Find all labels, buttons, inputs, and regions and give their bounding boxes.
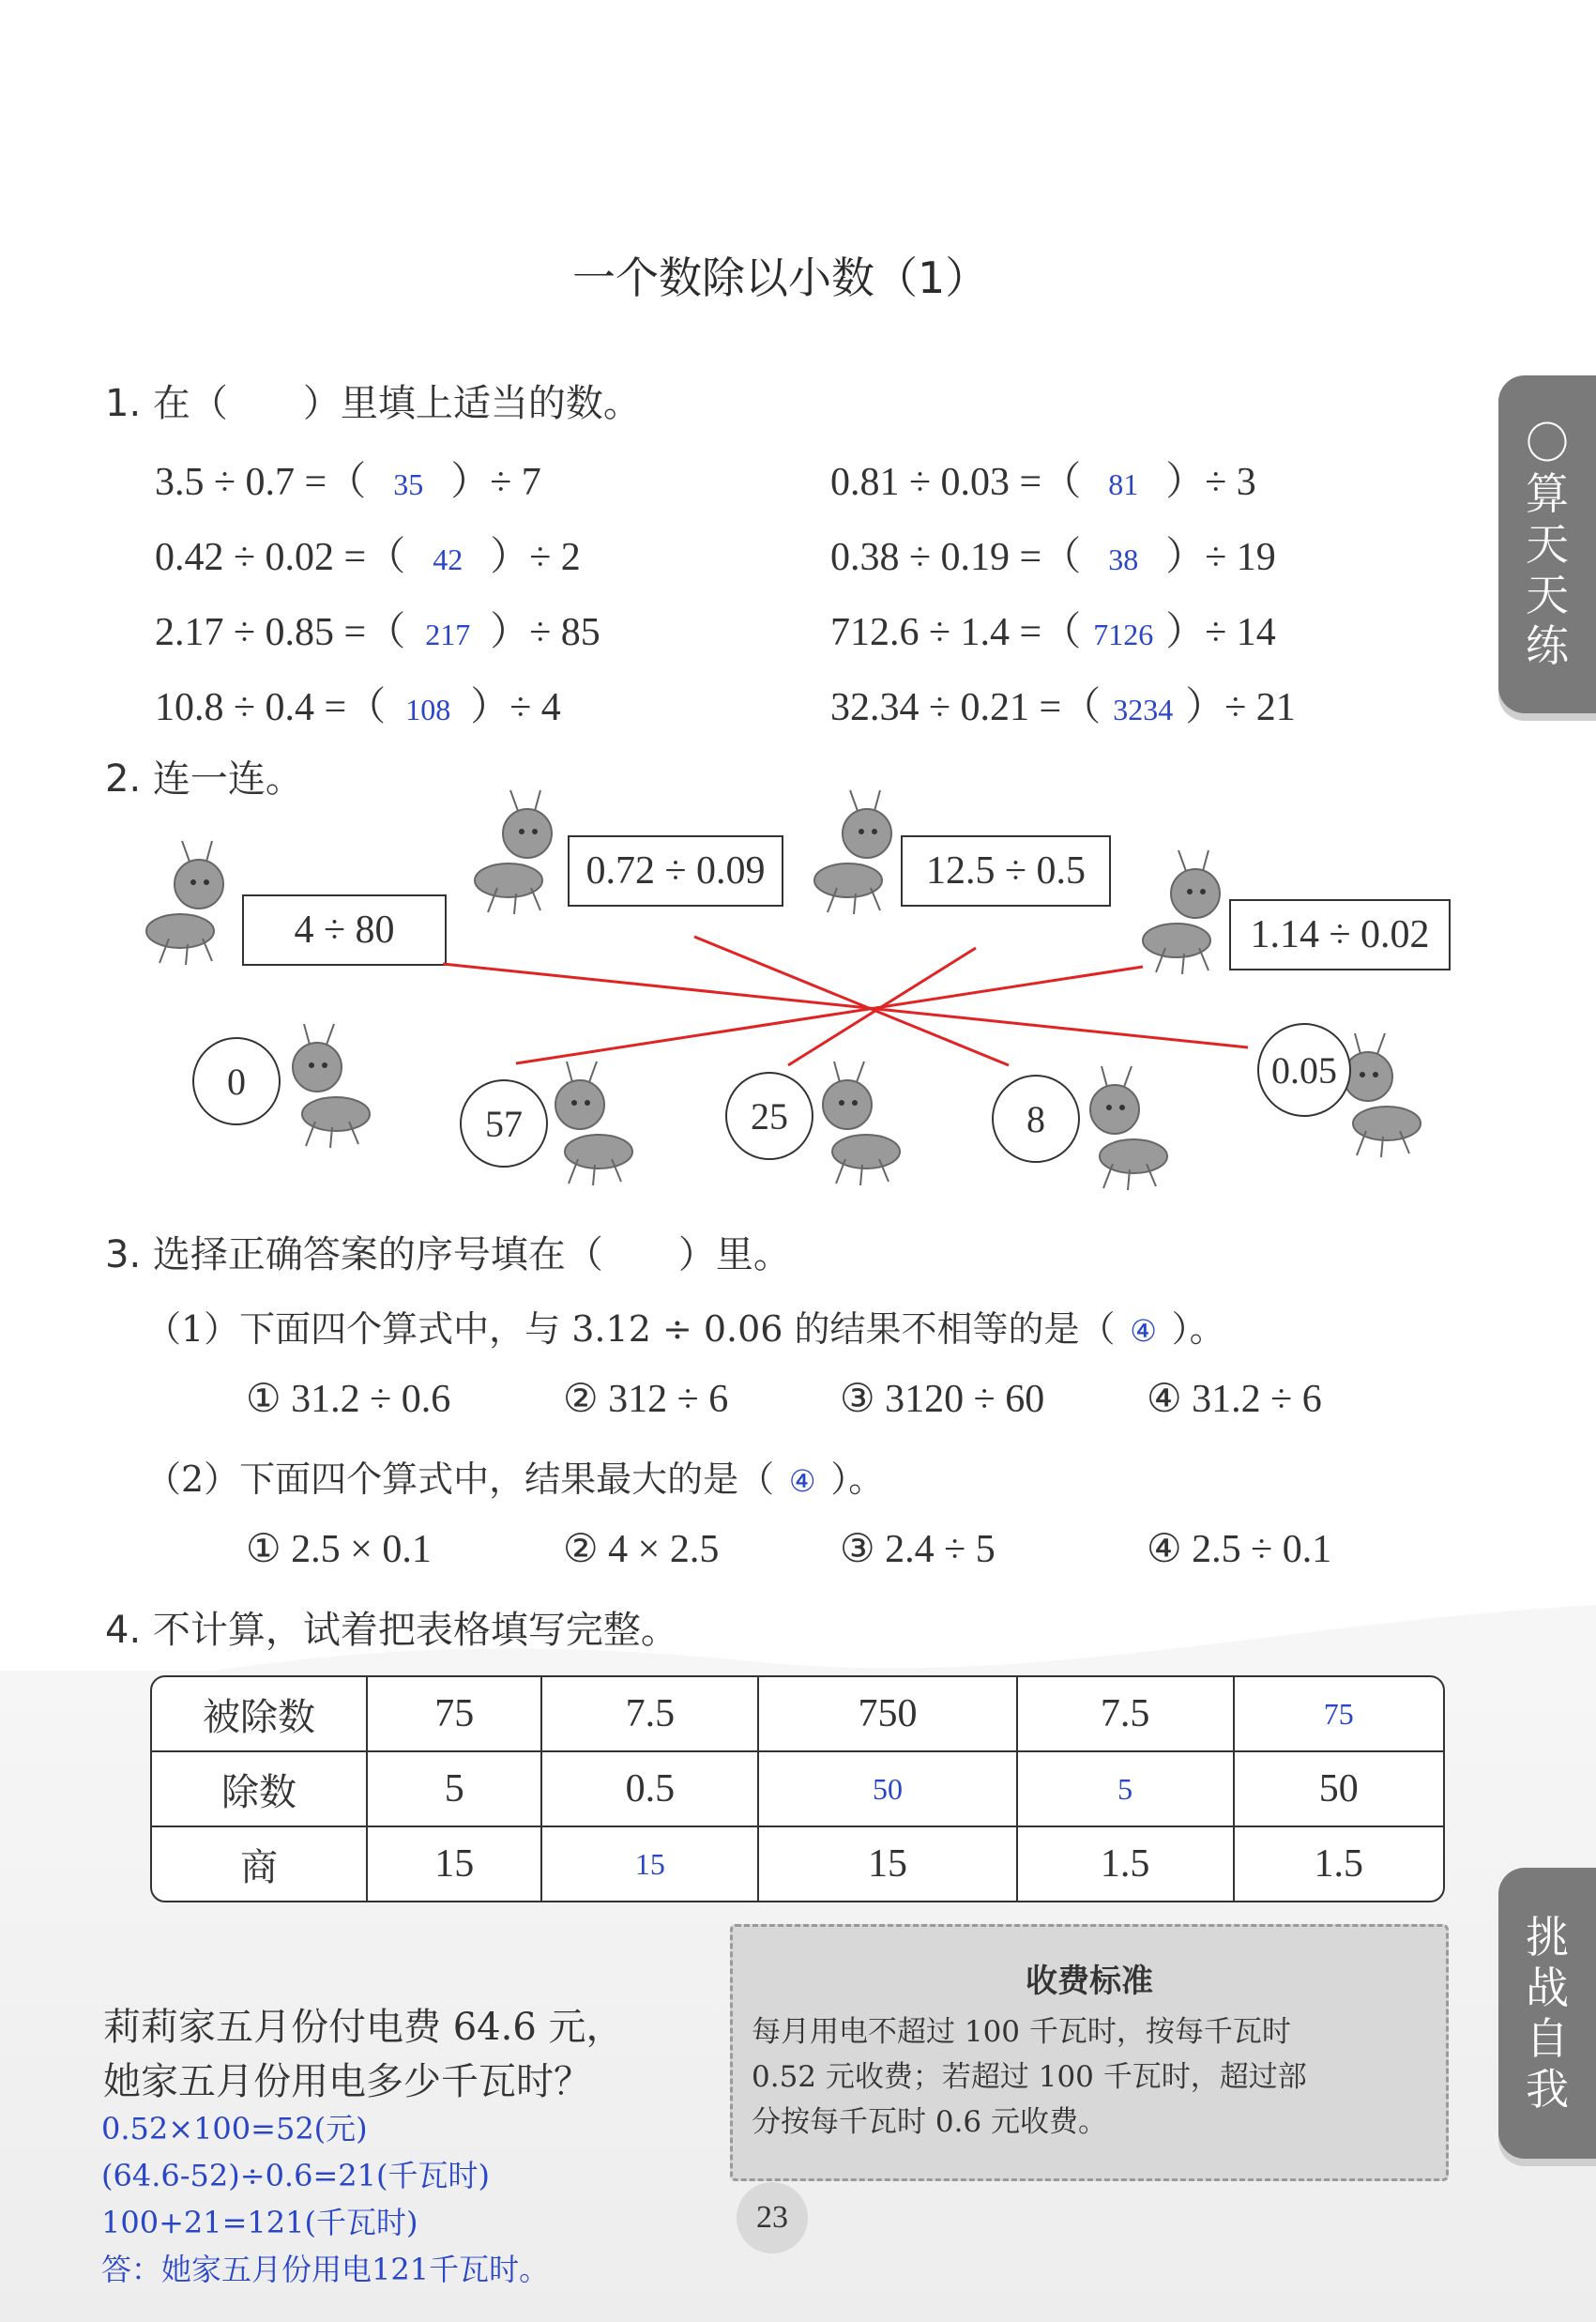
q1-heading: 1. 在（ ）里填上适当的数。 bbox=[105, 382, 641, 425]
q3-p2-option-2: ② 4 × 2.5 bbox=[563, 1528, 720, 1571]
q4-heading: 4. 不计算，试着把表格填写完整。 bbox=[105, 1609, 678, 1652]
eq-answer: 42 bbox=[433, 542, 464, 576]
side-tab-char: 我 bbox=[1526, 2064, 1569, 2115]
row-label-quotient: 商 bbox=[152, 1827, 368, 1901]
side-tab-char: 〇 bbox=[1526, 418, 1569, 468]
row-label-dividend: 被除数 bbox=[152, 1677, 368, 1752]
eq-left: 2.17 ÷ 0.85 =（ bbox=[155, 611, 406, 654]
side-tab-char: 天 bbox=[1526, 570, 1569, 620]
challenge-problem-line-2: 她家五月份用电多少千瓦时？ bbox=[103, 2060, 591, 2103]
eq-answer: 7126 bbox=[1093, 618, 1154, 651]
table-cell-answer: 5 bbox=[1018, 1752, 1235, 1827]
solution-line-1: 0.52×100=52(元) bbox=[101, 2111, 368, 2146]
eq-right: ）÷ 2 bbox=[490, 536, 581, 579]
eq-left: 712.6 ÷ 1.4 =（ bbox=[830, 611, 1082, 654]
eq-answer: 38 bbox=[1108, 542, 1139, 576]
result-circle-005: 0.05 bbox=[1257, 1023, 1351, 1117]
eq-answer: 217 bbox=[425, 618, 471, 651]
eq-left: 0.81 ÷ 0.03 =（ bbox=[830, 461, 1082, 504]
expression-box-4: 1.14 ÷ 0.02 bbox=[1229, 899, 1451, 970]
fee-line-2: 0.52 元收费；若超过 100 千瓦时，超过部 bbox=[752, 2060, 1307, 2094]
eq-right: ）÷ 85 bbox=[490, 611, 600, 654]
table-cell: 15 bbox=[368, 1827, 542, 1901]
q3-p1-option-4: ④ 31.2 ÷ 6 bbox=[1147, 1378, 1322, 1421]
result-circle-8: 8 bbox=[992, 1075, 1080, 1163]
side-tab-char: 练 bbox=[1526, 620, 1569, 671]
q3-p2-option-4: ④ 2.5 ÷ 0.1 bbox=[1147, 1528, 1332, 1571]
eq-left: 3.5 ÷ 0.7 =（ bbox=[155, 461, 367, 504]
eq-right: ）÷ 21 bbox=[1185, 686, 1296, 729]
result-circle-25: 25 bbox=[725, 1072, 813, 1160]
q3-part2-end: ）。 bbox=[830, 1459, 885, 1500]
table-cell: 7.5 bbox=[1018, 1677, 1235, 1752]
table-cell-answer: 50 bbox=[759, 1752, 1017, 1827]
q3-p1-option-2: ② 312 ÷ 6 bbox=[563, 1378, 729, 1421]
side-tab-char: 天 bbox=[1526, 519, 1569, 570]
q3-part1-text: （1）下面四个算式中，与 3.12 ÷ 0.06 的结果不相等的是（ bbox=[145, 1308, 1116, 1350]
q3-part2 bbox=[145, 1450, 884, 1502]
q3-part2-text: （2）下面四个算式中，结果最大的是（ bbox=[145, 1459, 775, 1500]
q3-heading: 3. 选择正确答案的序号填在（ ）里。 bbox=[105, 1233, 791, 1276]
match-line bbox=[443, 964, 1248, 1047]
result-circle-57: 57 bbox=[460, 1079, 548, 1168]
page-number: 23 bbox=[737, 2182, 808, 2253]
table-cell: 50 bbox=[1235, 1752, 1443, 1827]
eq-answer: 35 bbox=[393, 467, 424, 501]
fee-line-3: 分按每千瓦时 0.6 元收费。 bbox=[752, 2105, 1108, 2139]
table-cell: 1.5 bbox=[1314, 1842, 1364, 1886]
table-cell: 15 bbox=[759, 1827, 1017, 1901]
table-row bbox=[152, 1752, 1443, 1827]
table-row bbox=[152, 1827, 1443, 1901]
solution-line-2: (64.6-52)÷0.6=21(千瓦时) bbox=[101, 2158, 490, 2193]
expression-box-3: 12.5 ÷ 0.5 bbox=[901, 835, 1111, 907]
q2-heading: 2. 连一连。 bbox=[105, 757, 303, 801]
q3-p2-option-3: ③ 2.4 ÷ 5 bbox=[840, 1528, 996, 1571]
q3-part2-answer: ④ bbox=[788, 1464, 816, 1498]
table-cell-answer: 15 bbox=[542, 1827, 759, 1901]
solution-line-4: 答：她家五月份用电121千瓦时。 bbox=[101, 2252, 550, 2287]
side-tab-char: 战 bbox=[1526, 1963, 1569, 2013]
eq-answer: 81 bbox=[1108, 467, 1139, 501]
side-tab-char: 挑 bbox=[1526, 1912, 1569, 1963]
fee-line-1: 每月用电不超过 100 千瓦时，按每千瓦时 bbox=[752, 2015, 1291, 2049]
side-tab-char: 自 bbox=[1526, 2013, 1569, 2064]
table-cell: 5 bbox=[368, 1752, 542, 1827]
row-label-divisor: 除数 bbox=[152, 1752, 368, 1827]
table-cell: 7.5 bbox=[542, 1677, 759, 1752]
eq-answer: 3234 bbox=[1113, 693, 1174, 726]
challenge-problem-line-1: 莉莉家五月份付电费 64.6 元， bbox=[103, 2006, 624, 2049]
eq-left: 10.8 ÷ 0.4 =（ bbox=[155, 686, 387, 729]
table-cell: 750 bbox=[759, 1677, 1017, 1752]
eq-right: ）÷ 3 bbox=[1165, 461, 1256, 504]
page-title: 一个数除以小数（1） bbox=[572, 252, 989, 303]
side-tab-char: 算 bbox=[1526, 468, 1569, 519]
q3-part1 bbox=[145, 1300, 1225, 1352]
expression-box-1: 4 ÷ 80 bbox=[242, 894, 447, 966]
eq-left: 32.34 ÷ 0.21 =（ bbox=[830, 686, 1102, 729]
table-row bbox=[152, 1677, 1443, 1752]
table-cell-answer: 75 bbox=[1235, 1677, 1443, 1752]
q3-part1-end: ）。 bbox=[1171, 1308, 1225, 1350]
q3-p2-option-1: ① 2.5 × 0.1 bbox=[246, 1528, 432, 1571]
q3-part1-answer: ④ bbox=[1130, 1314, 1157, 1348]
table-cell: 0.5 bbox=[542, 1752, 759, 1827]
solution-line-3: 100+21=121(千瓦时) bbox=[101, 2205, 418, 2240]
eq-right: ）÷ 14 bbox=[1165, 611, 1276, 654]
q3-p1-option-3: ③ 3120 ÷ 60 bbox=[840, 1378, 1045, 1421]
eq-right: ）÷ 4 bbox=[470, 686, 561, 729]
table-cell: 1.5 bbox=[1018, 1827, 1235, 1901]
eq-answer: 108 bbox=[405, 693, 451, 726]
table-cell: 75 bbox=[368, 1677, 542, 1752]
eq-left: 0.42 ÷ 0.02 =（ bbox=[155, 536, 406, 579]
fee-title: 收费标准 bbox=[1026, 1963, 1153, 2000]
eq-right: ）÷ 19 bbox=[1165, 536, 1276, 579]
eq-left: 0.38 ÷ 0.19 =（ bbox=[830, 536, 1082, 579]
fee-standard-box bbox=[730, 1924, 1449, 2181]
q3-p1-option-1: ① 31.2 ÷ 0.6 bbox=[246, 1378, 451, 1421]
result-circle-0: 0 bbox=[192, 1037, 281, 1125]
expression-box-2: 0.72 ÷ 0.09 bbox=[568, 835, 783, 907]
eq-right: ）÷ 7 bbox=[450, 461, 541, 504]
division-table bbox=[150, 1675, 1445, 1902]
side-tab-challenge bbox=[1498, 1868, 1596, 2159]
